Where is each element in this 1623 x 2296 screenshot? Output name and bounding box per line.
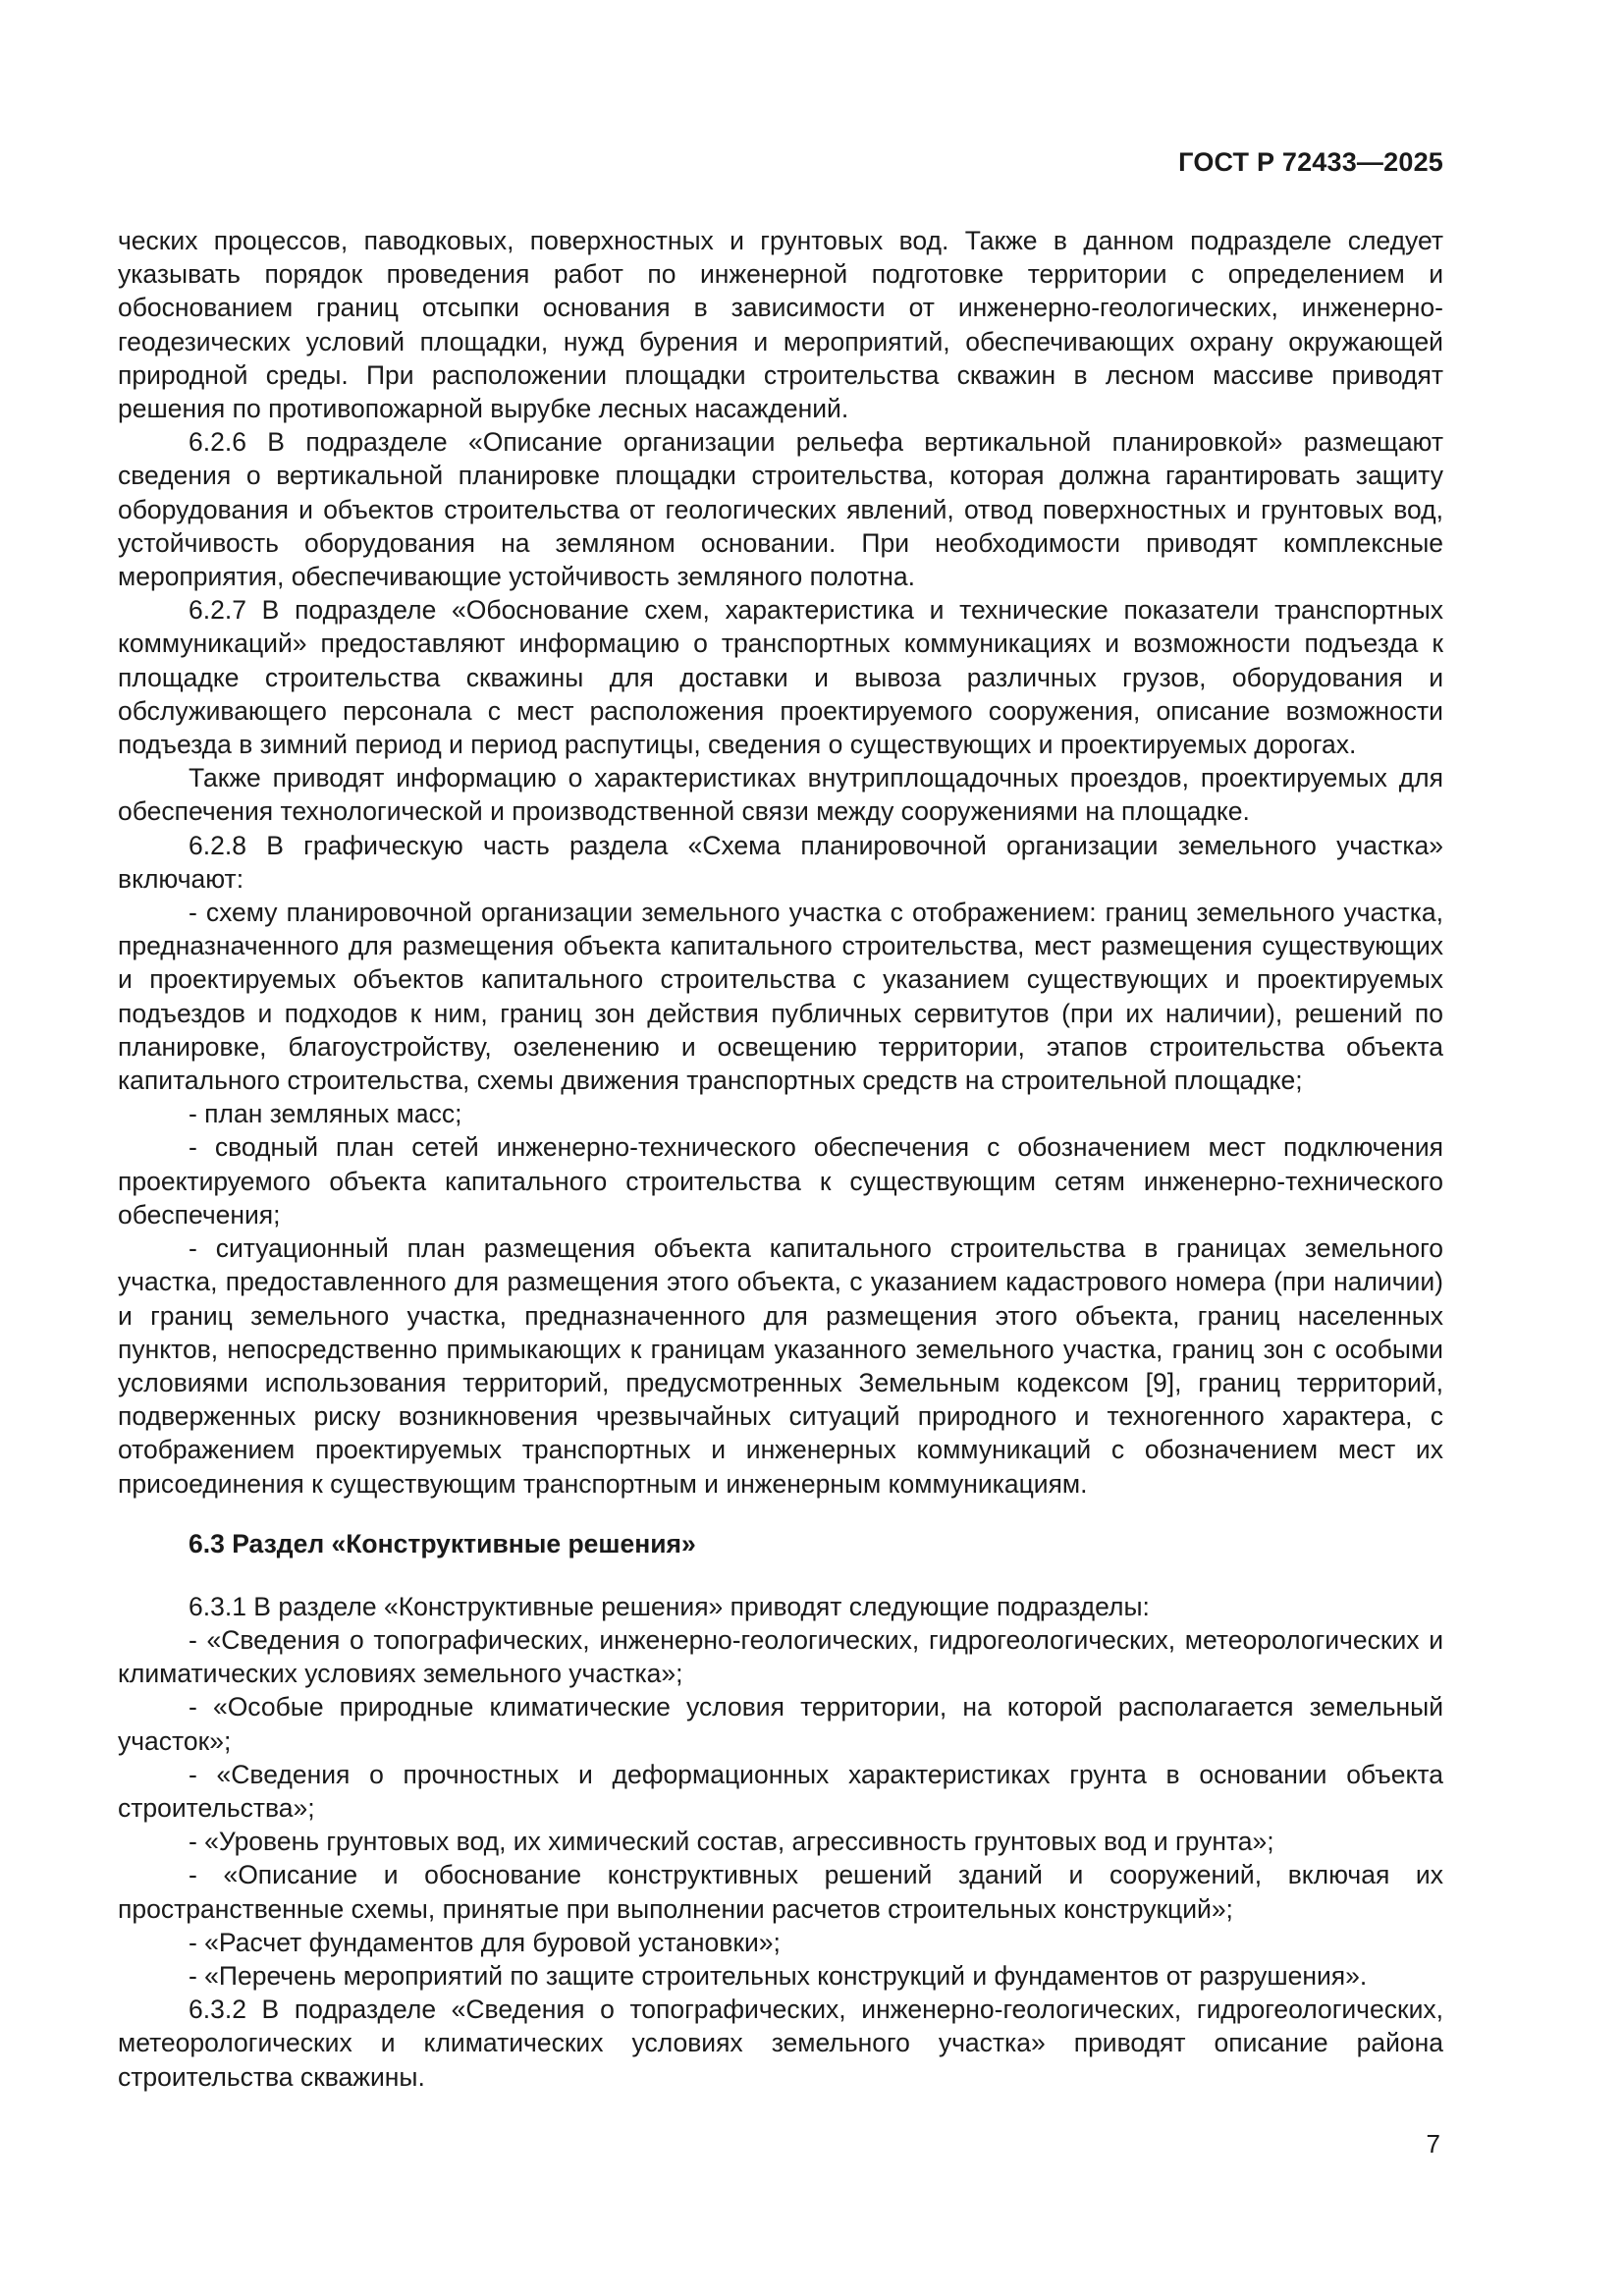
- paragraph: 6.2.8 В графическую часть раздела «Схема планировочной организации земельного участка» включают:: [118, 830, 1443, 894]
- paragraph: - «Расчет фундаментов для буровой установки»;: [189, 1927, 781, 1957]
- section-heading: 6.3 Раздел «Конструктивные решения»: [189, 1528, 696, 1558]
- paragraph: - «Сведения о прочностных и деформационных характеристиках грунта в основании объекта строительства»;: [118, 1759, 1443, 1823]
- paragraph: - сводный план сетей инженерно-технического обеспечения с обозначением мест подключения проектируемого объекта капитального строительства к существующим сетям инженерно-технического обеспечения;: [118, 1132, 1443, 1230]
- paragraph: 6.3.1 В разделе «Конструктивные решения» приводят следующие подразделы:: [189, 1591, 1150, 1621]
- paragraph: - план земляных масс;: [189, 1099, 462, 1129]
- paragraph: - «Описание и обоснование конструктивных решений зданий и сооружений, включая их пространственные схемы, принятые при выполнении расчетов строительных конструкций»;: [118, 1860, 1443, 1924]
- document-number: ГОСТ Р 72433—2025: [1178, 147, 1443, 177]
- paragraphs-after-section: [118, 1590, 1443, 2094]
- document-body: [118, 224, 1443, 2094]
- paragraphs-before-section: [118, 224, 1443, 1501]
- paragraph: 6.2.7 В подразделе «Обоснование схем, характеристика и технические показатели транспортных коммуникаций» предоставляют информацию о транспортных коммуникациях и возможности подъезда к площадке строительства скважины для доставки и вывоза различных грузов, оборудования и обслуживающего персонала с мест расположения проектируемого сооружения, описание возможности подъезда в зимний период и период распутицы, сведения о существующих и проектируемых дорогах.: [118, 595, 1443, 760]
- paragraph: - «Сведения о топографических, инженерно-геологических, гидрогеологических, метеорологических и климатических условиях земельного участка»;: [118, 1624, 1443, 1689]
- paragraph: - ситуационный план размещения объекта капитального строительства в границах земельного участка, предоставленного для размещения этого объекта, с указанием кадастрового номера (при наличии) и границ земельного участка, предназначенного для размещения этого объекта, границ населенных пунктов, непосредственно примыкающих к границам указанного земельного участка, границ зон с особыми условиями использования территорий, предусмотренных Земельным кодексом [9], границ территорий, подверженных риску возникновения чрезвычайных ситуаций природного и техногенного характера, с отображением проектируемых транспортных и инженерных коммуникаций с обозначением мест их присоединения к существующим транспортным и инженерным коммуникациям.: [118, 1233, 1443, 1499]
- paragraph: - «Уровень грунтовых вод, их химический состав, агрессивность грунтовых вод и грунта»;: [189, 1827, 1274, 1857]
- paragraph: - «Перечень мероприятий по защите строительных конструкций и фундаментов от разрушения».: [189, 1960, 1368, 1991]
- paragraph: 6.3.2 В подразделе «Сведения о топографических, инженерно-геологических, гидрогеологических, метеорологических и климатических условиях земельного участка» приводят описание района строительства скважины.: [118, 1995, 1443, 2092]
- paragraph: - схему планировочной организации земельного участка с отображением: границ земельного участка, предназначенного для размещения объекта капитального строительства, мест размещения существующих и проектируемых объектов капитального строительства с указанием существующих и проектируемых подъездов и подходов к ним, границ зон действия публичных сервитутов (при их наличии), решений по планировке, благоустройству, озеленению и освещению территории, этапов строительства объекта капитального строительства, схемы движения транспортных средств на строительной площадке;: [118, 898, 1443, 1096]
- page-number: 7: [1426, 2129, 1440, 2159]
- paragraph: 6.2.6 В подразделе «Описание организации рельефа вертикальной планировкой» размещают сведения о вертикальной планировке площадки строительства, которая должна гарантировать защиту оборудования и объектов строительства от геологических явлений, отвод поверхностных и грунтовых вод, устойчивость оборудования на земляном основании. При необходимости приводят комплексные мероприятия, обеспечивающие устойчивость земляного полотна.: [118, 427, 1443, 592]
- paragraph: Также приводят информацию о характеристиках внутриплощадочных проездов, проектируемых для обеспечения технологической и производственной связи между сооружениями на площадке.: [118, 763, 1443, 827]
- paragraph: ческих процессов, паводковых, поверхностных и грунтовых вод. Также в данном подразделе следует указывать порядок проведения работ по инженерной подготовке территории с определением и обоснованием границ отсыпки основания в зависимости от инженерно-геологических, инженерно-геодезических условий площадки, нужд бурения и мероприятий, обеспечивающих охрану окружающей природной среды. При расположении площадки строительства скважин в лесном массиве приводят решения по противопожарной вырубке лесных насаждений.: [118, 226, 1443, 424]
- paragraph: - «Особые природные климатические условия территории, на которой располагается земельный участок»;: [118, 1692, 1443, 1756]
